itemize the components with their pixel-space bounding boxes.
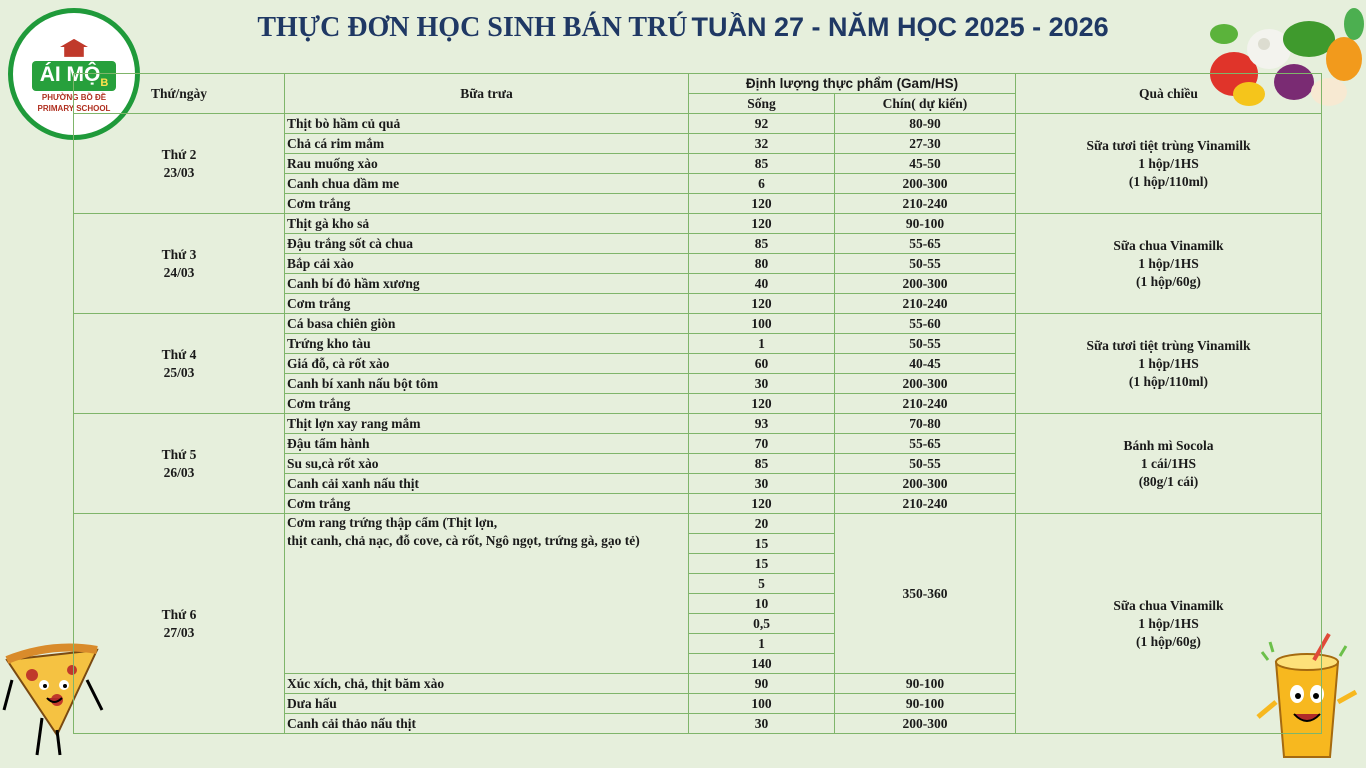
dish-cell: Canh cải xanh nấu thịt [285, 474, 689, 494]
header-day: Thứ/ngày [74, 74, 285, 114]
title-part1: THỰC ĐƠN HỌC SINH BÁN TRÚ [257, 12, 688, 43]
cell-line: (80g/1 cái) [1138, 473, 1199, 489]
cooked-cell: 210-240 [835, 294, 1016, 314]
cooked-cell: 90-100 [835, 694, 1016, 714]
cooked-cell: 210-240 [835, 194, 1016, 214]
cell-line: Sữa chua Vinamilk [1113, 597, 1224, 613]
dish-line: Cơm rang trứng thập cẩm (Thịt lợn, [287, 515, 498, 530]
dish-cell: Bắp cải xào [285, 254, 689, 274]
raw-cell: 85 [689, 154, 835, 174]
raw-cell: 60 [689, 354, 835, 374]
header-quantity: Định lượng thực phẩm (Gam/HS) [689, 74, 1016, 94]
cooked-cell: 45-50 [835, 154, 1016, 174]
temple-icon [60, 39, 88, 57]
dish-cell-fried-rice [285, 514, 689, 674]
raw-cell: 1 [689, 634, 835, 654]
raw-cell: 120 [689, 214, 835, 234]
day-cell [74, 214, 285, 314]
cell-line: (1 hộp/60g) [1136, 633, 1201, 649]
snack-cell [1016, 314, 1322, 414]
logo-line2: PRIMARY SCHOOL [37, 104, 111, 114]
raw-cell: 100 [689, 314, 835, 334]
raw-cell: 6 [689, 174, 835, 194]
snack-cell [1016, 114, 1322, 214]
dish-cell: Thịt lợn xay rang mắm [285, 414, 689, 434]
cooked-cell: 200-300 [835, 274, 1016, 294]
raw-cell: 40 [689, 274, 835, 294]
cell-line: Bánh mì Socola [1123, 437, 1214, 453]
cooked-cell: 90-100 [835, 674, 1016, 694]
raw-cell: 93 [689, 414, 835, 434]
dish-cell: Su su,cà rốt xào [285, 454, 689, 474]
dish-cell: Đậu tẩm hành [285, 434, 689, 454]
raw-cell: 5 [689, 574, 835, 594]
title-part2: TUẦN 27 - NĂM HỌC 2025 - 2026 [691, 12, 1109, 42]
raw-cell: 30 [689, 714, 835, 734]
cooked-cell: 200-300 [835, 374, 1016, 394]
raw-cell: 120 [689, 194, 835, 214]
header-snack: Quà chiều [1016, 74, 1322, 114]
cooked-cell: 55-60 [835, 314, 1016, 334]
cooked-cell: 200-300 [835, 714, 1016, 734]
day-cell [74, 514, 285, 734]
dish-cell: Rau muống xào [285, 154, 689, 174]
cooked-cell: 50-55 [835, 334, 1016, 354]
snack-cell [1016, 414, 1322, 514]
dish-cell: Cơm trắng [285, 494, 689, 514]
dish-cell: Giá đỗ, cà rốt xào [285, 354, 689, 374]
cooked-cell: 350-360 [835, 514, 1016, 674]
table-row [74, 214, 1322, 234]
raw-cell: 120 [689, 294, 835, 314]
raw-cell: 32 [689, 134, 835, 154]
cell-line: Sữa tươi tiệt trùng Vinamilk [1086, 137, 1251, 153]
cooked-cell: 50-55 [835, 454, 1016, 474]
cell-line: 1 hộp/1HS [1138, 155, 1199, 171]
dish-cell: Canh bí xanh nấu bột tôm [285, 374, 689, 394]
day-date: 25/03 [163, 364, 195, 380]
dish-cell: Cá basa chiên giòn [285, 314, 689, 334]
raw-cell: 30 [689, 474, 835, 494]
table-row [74, 314, 1322, 334]
day-label: Thứ 4 [161, 346, 197, 362]
cell-line: (1 hộp/110ml) [1128, 173, 1209, 189]
day-label: Thứ 2 [161, 146, 197, 162]
raw-cell: 80 [689, 254, 835, 274]
raw-cell: 15 [689, 554, 835, 574]
day-date: 27/03 [163, 624, 195, 640]
day-date: 24/03 [163, 264, 195, 280]
day-date: 23/03 [163, 164, 195, 180]
cooked-cell: 40-45 [835, 354, 1016, 374]
table-row [74, 414, 1322, 434]
raw-cell: 120 [689, 494, 835, 514]
dish-cell: Xúc xích, chả, thịt băm xào [285, 674, 689, 694]
cooked-cell: 50-55 [835, 254, 1016, 274]
menu-table [73, 73, 1322, 734]
logo-name: ÁI MỘ$_B$ [32, 61, 117, 91]
cell-line: (1 hộp/110ml) [1128, 373, 1209, 389]
dish-cell: Canh bí đỏ hầm xương [285, 274, 689, 294]
table-row [74, 514, 1322, 534]
dish-cell: Thịt gà kho sả [285, 214, 689, 234]
raw-cell: 92 [689, 114, 835, 134]
cell-line: Sữa tươi tiệt trùng Vinamilk [1086, 337, 1251, 353]
dish-cell: Dưa hấu [285, 694, 689, 714]
snack-cell [1016, 514, 1322, 734]
raw-cell: 85 [689, 234, 835, 254]
raw-cell: 100 [689, 694, 835, 714]
dish-cell: Cơm trắng [285, 194, 689, 214]
dish-cell: Canh cải thảo nấu thịt [285, 714, 689, 734]
cooked-cell: 200-300 [835, 174, 1016, 194]
dish-cell: Chả cá rim mắm [285, 134, 689, 154]
cooked-cell: 27-30 [835, 134, 1016, 154]
raw-cell: 90 [689, 674, 835, 694]
header-lunch: Bữa trưa [285, 74, 689, 114]
cooked-cell: 200-300 [835, 474, 1016, 494]
dish-cell: Trứng kho tàu [285, 334, 689, 354]
cell-line: (1 hộp/60g) [1136, 273, 1201, 289]
raw-cell: 10 [689, 594, 835, 614]
raw-cell: 70 [689, 434, 835, 454]
cooked-cell: 70-80 [835, 414, 1016, 434]
table-row [74, 114, 1322, 134]
dish-cell: Canh chua dầm me [285, 174, 689, 194]
day-cell [74, 314, 285, 414]
cell-line: 1 cái/1HS [1140, 455, 1197, 471]
raw-cell: 20 [689, 514, 835, 534]
dish-cell: Cơm trắng [285, 294, 689, 314]
day-label: Thứ 5 [161, 446, 197, 462]
day-date: 26/03 [163, 464, 195, 480]
cooked-cell: 210-240 [835, 494, 1016, 514]
raw-cell: 1 [689, 334, 835, 354]
cell-line: 1 hộp/1HS [1138, 615, 1199, 631]
raw-cell: 85 [689, 454, 835, 474]
cooked-cell: 55-65 [835, 434, 1016, 454]
cell-line: 1 hộp/1HS [1138, 355, 1199, 371]
dish-cell: Đậu trắng sốt cà chua [285, 234, 689, 254]
cooked-cell: 55-65 [835, 234, 1016, 254]
raw-cell: 0,5 [689, 614, 835, 634]
raw-cell: 15 [689, 534, 835, 554]
day-label: Thứ 6 [161, 606, 197, 622]
cell-line: Sữa chua Vinamilk [1113, 237, 1224, 253]
day-cell [74, 414, 285, 514]
raw-cell: 30 [689, 374, 835, 394]
header-raw: Sống [689, 94, 835, 114]
page-title [0, 12, 1366, 44]
day-label: Thứ 3 [161, 246, 197, 262]
cooked-cell: 90-100 [835, 214, 1016, 234]
dish-line: thịt canh, chả nạc, đỗ cove, cà rốt, Ngô ngọt, trứng gà, gạo tẻ) [287, 533, 640, 548]
snack-cell [1016, 214, 1322, 314]
day-cell [74, 114, 285, 214]
raw-cell: 120 [689, 394, 835, 414]
cooked-cell: 80-90 [835, 114, 1016, 134]
dish-cell: Cơm trắng [285, 394, 689, 414]
cooked-cell: 210-240 [835, 394, 1016, 414]
header-cooked: Chín( dự kiến) [835, 94, 1016, 114]
dish-cell: Thịt bò hầm củ quả [285, 114, 689, 134]
raw-cell: 140 [689, 654, 835, 674]
logo-line1: PHƯỜNG BỒ ĐỀ [41, 93, 107, 103]
cell-line: 1 hộp/1HS [1138, 255, 1199, 271]
